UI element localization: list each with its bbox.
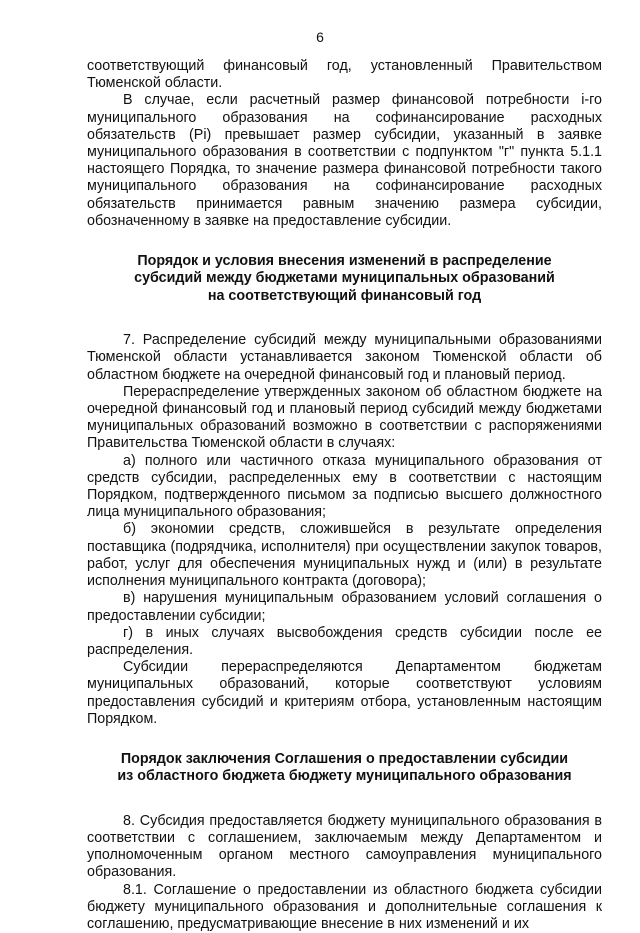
list-item: а) полного или частичного отказа муниципального образования от средств субсидии, распределенных ему в соответствии с настоящим Порядком, подтвержденного письмом за подписью высшего должностного лица муниципального образования; — [87, 452, 602, 521]
section-heading — [87, 751, 602, 786]
heading-line: Порядок заключения Соглашения о предоставлении субсидии — [120, 750, 569, 767]
heading-line: на соответствующий финансовый год — [207, 287, 482, 304]
heading-line: субсидий между бюджетами муниципальных образований — [134, 270, 555, 287]
page-number: 6 — [316, 29, 324, 45]
paragraph: В случае, если расчетный размер финансовой потребности i-го муниципального образования на софинансирование расходных обязательств (Pi) превышает размер субсидии, указанный в заявке муниципального образования в соответствии с подпунктом "г" пункта 5.1.1 настоящего Порядка, то значение размера финансовой потребности такого муниципального образования на софинансирование расходных обязательств принимается равным значению размера субсидии, обозначенному в заявке на предоставление субсидии. — [87, 92, 602, 229]
paragraph: 8. Субсидия предоставляется бюджету муниципального образования в соответствии с соглашением, заключаемым между Департаментом и уполномоченным органом местного самоуправления муниципального образования. — [87, 812, 602, 881]
paragraph: соответствующий финансовый год, установленный Правительством Тюменской области. — [87, 58, 602, 92]
heading-line: Порядок и условия внесения изменений в распределение — [137, 253, 552, 270]
heading-line: из областного бюджета бюджету муниципального образования — [117, 768, 572, 785]
list-item: г) в иных случаях высвобождения средств субсидии после ее распределения. — [87, 624, 602, 658]
paragraph: Субсидии перераспределяются Департаментом бюджетам муниципальных образований, которые соответствуют условиям предоставления субсидий и критериям отбора, установленным настоящим Порядком. — [87, 659, 602, 727]
list-item: б) экономии средств, сложившейся в результате определения поставщика (подрядчика, исполнителя) при осуществлении закупок товаров, работ, услуг для обеспечения муниципальных нужд и (или) в результате исполнения муниципального контракта (договора); — [87, 521, 602, 590]
document-body — [87, 58, 602, 933]
paragraph: 8.1. Соглашение о предоставлении из областного бюджета субсидии бюджету муниципального образования и дополнительные соглашения к соглашению, предусматривающие внесение в них изменений и их — [87, 881, 602, 932]
list-item: в) нарушения муниципальным образованием условий соглашения о предоставлении субсидии; — [87, 590, 602, 624]
paragraph: Перераспределение утвержденных законом об областном бюджете на очередной финансовый год и плановый период субсидий между бюджетами муниципальных образований возможно в соответствии с распоряжениями Правительства Тюменской области в случаях: — [87, 383, 602, 452]
paragraph: 7. Распределение субсидий между муниципальными образованиями Тюменской области устанавливается законом Тюменской области об областном бюджете на очередной финансовый год и плановый период. — [87, 332, 602, 383]
section-heading — [87, 253, 602, 305]
